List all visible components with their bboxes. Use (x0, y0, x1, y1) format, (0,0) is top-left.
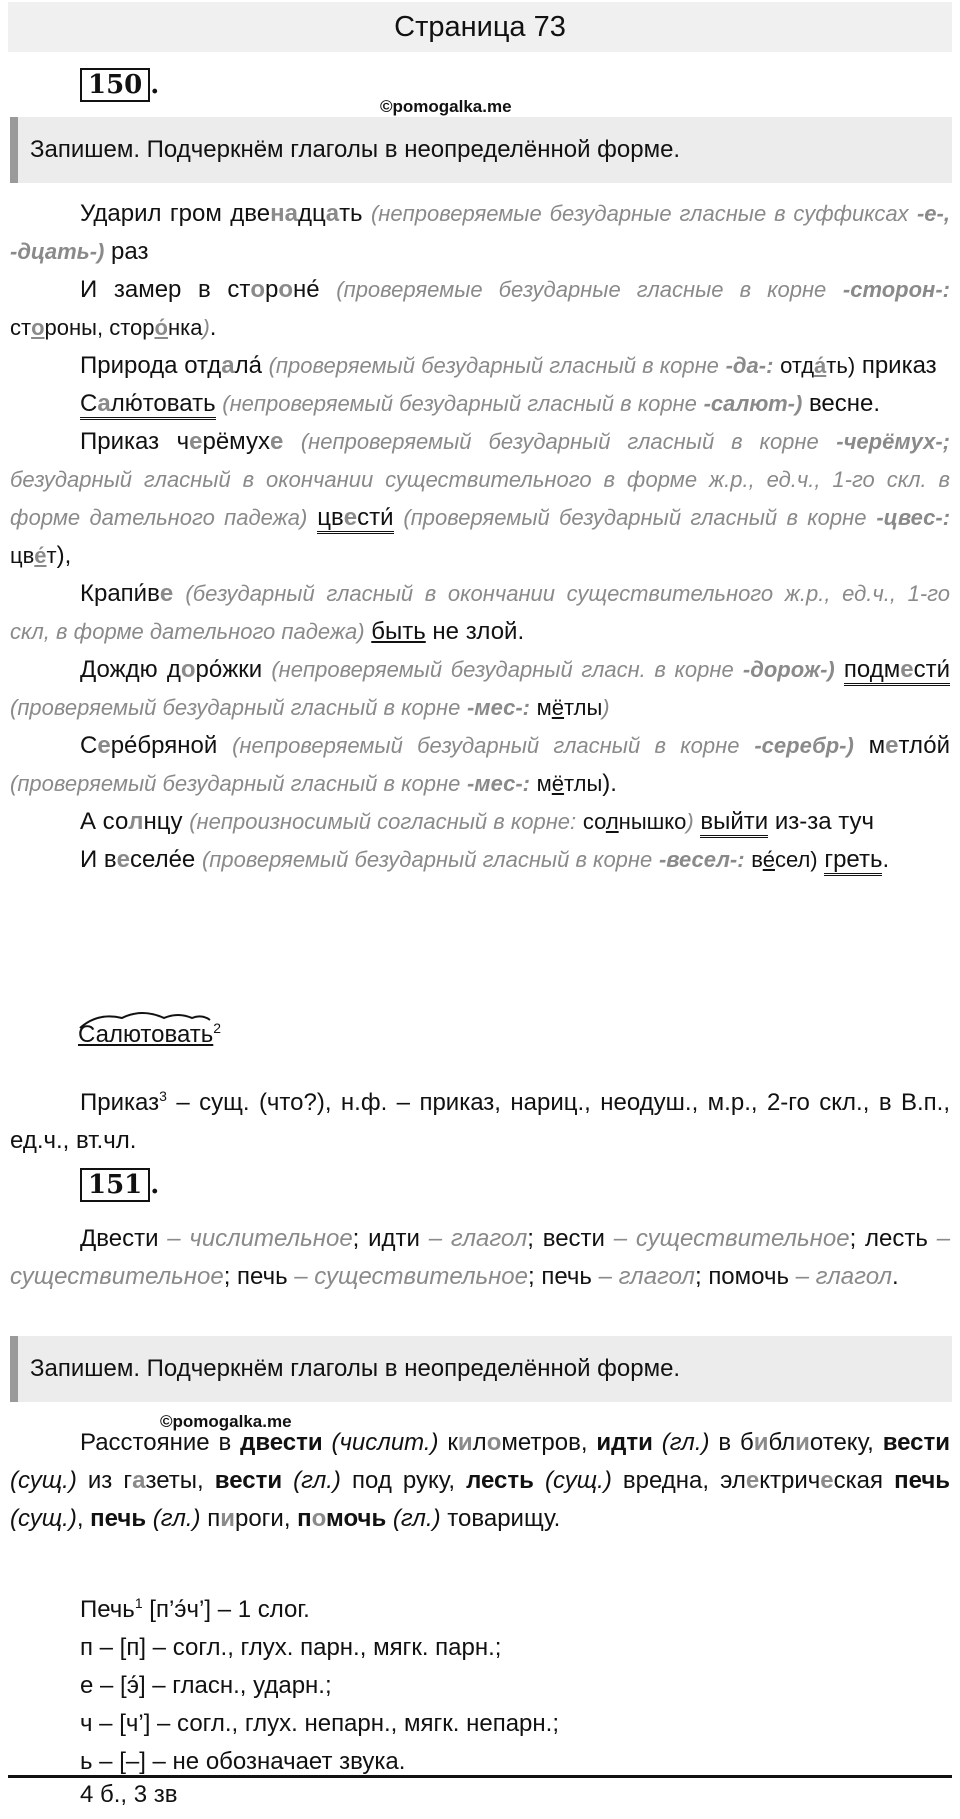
watermark: ©pomogalka.me (380, 97, 512, 116)
watermark-2: ©pomogalka.me (160, 1412, 292, 1431)
paragraph-4: Салю́товать (непроверяемый безударный гласный в корне -салют-) весне. (10, 385, 950, 423)
instruction-151: Запишем. Подчеркнём глаголы в неопределённой форме. (10, 1336, 952, 1402)
paragraph-9: А солнцу (непроизносимый согласный в корне: солнышко) выйти из-за туч (10, 803, 950, 841)
exercise-151-classification: Двести – числительное; идти – глагол; вести – существительное; лесть – существительное; печь – существительное; печь – глагол; помочь – глагол. (10, 1225, 951, 1290)
paragraph-2: И замер в стороне́ (проверяемые безударные гласные в корне -сторон-: стороны, сторо́нка). (10, 276, 950, 341)
divider (8, 1775, 952, 1778)
paragraph-6: Крапи́ве (безударный гласный в окончании существительного ж.р., ед.ч., 1-го скл, в форме дательного падежа) быть не злой. (10, 580, 950, 645)
paragraph-10: И веселе́е (проверяемый безударный гласный в корне -весел-: ве́сел) греть. (10, 841, 950, 879)
footer-summary: 4 б., 3 зв (80, 1781, 178, 1808)
phonetic-analysis: Печь$^1$ [п’э́ч’] – 1 слог. п – [п] – согл., глух. парн., мягк. парн.; е – [э́] – гласн., ударн.; ч – [ч’] – согл., глух. непарн., мягк. непарн.; ь – [–] – не обозначает звука. (80, 1595, 559, 1775)
morphemic-arc-icon (78, 1010, 248, 1030)
exercise-150-text (10, 195, 950, 879)
instruction-150: Запишем. Подчеркнём глаголы в неопределённой форме. (10, 117, 952, 183)
paragraph-3: Природа отдала́ (проверяемый безударный гласный в корне -да-: отда́ть) приказ (80, 352, 937, 379)
exercise-number-151: 151 . (80, 1168, 159, 1202)
paragraph-8: Сере́бряной (непроверяемый безударный гласный в корне -серебр-) метло́й (проверяемый безударный гласный в корне -мес-: мётлы). (10, 732, 951, 797)
word-analysis-salutovat: Салютовать$^2$ (78, 1020, 221, 1049)
exercise-151-text: Расстояние в двести (числит.) километров, идти (гл.) в библиотеку, вести (сущ.) из газеты, вести (гл.) под руку, лесть (сущ.) вредна, электрическая печь (сущ.), печь (гл.) пироги, помочь (гл.) товарищу. (10, 1429, 951, 1532)
page-title: Страница 73 (8, 2, 952, 52)
paragraph-5: Приказ черёмухе (непроверяемый безударный гласный в корне -черёмух-; безударный гласный в окончании существительного в форме ж.р., ед.ч., 1-го скл. в форме дательного падежа) цвести́ (проверяемый безударный гласный в корне -цвес-: цве́т), (10, 428, 951, 569)
exercise-number-150: 150 . (80, 68, 159, 102)
prikaz-analysis: Приказ$^3$ – сущ. (что?), н.ф. – приказ, нариц., неодуш., м.р., 2-го скл., в В.п., ед.ч., вт.чл. (10, 1088, 950, 1154)
paragraph-7: Дождю доро́жки (непроверяемый безударный гласн. в корне -дорож-) подмести́ (проверяемый безударный гласный в корне -мес-: мётлы) (10, 656, 951, 720)
paragraph-1: Ударил гром двенадцать (непроверяемые безударные гласные в суффиксах -е-, -дцать-) раз (10, 200, 950, 265)
